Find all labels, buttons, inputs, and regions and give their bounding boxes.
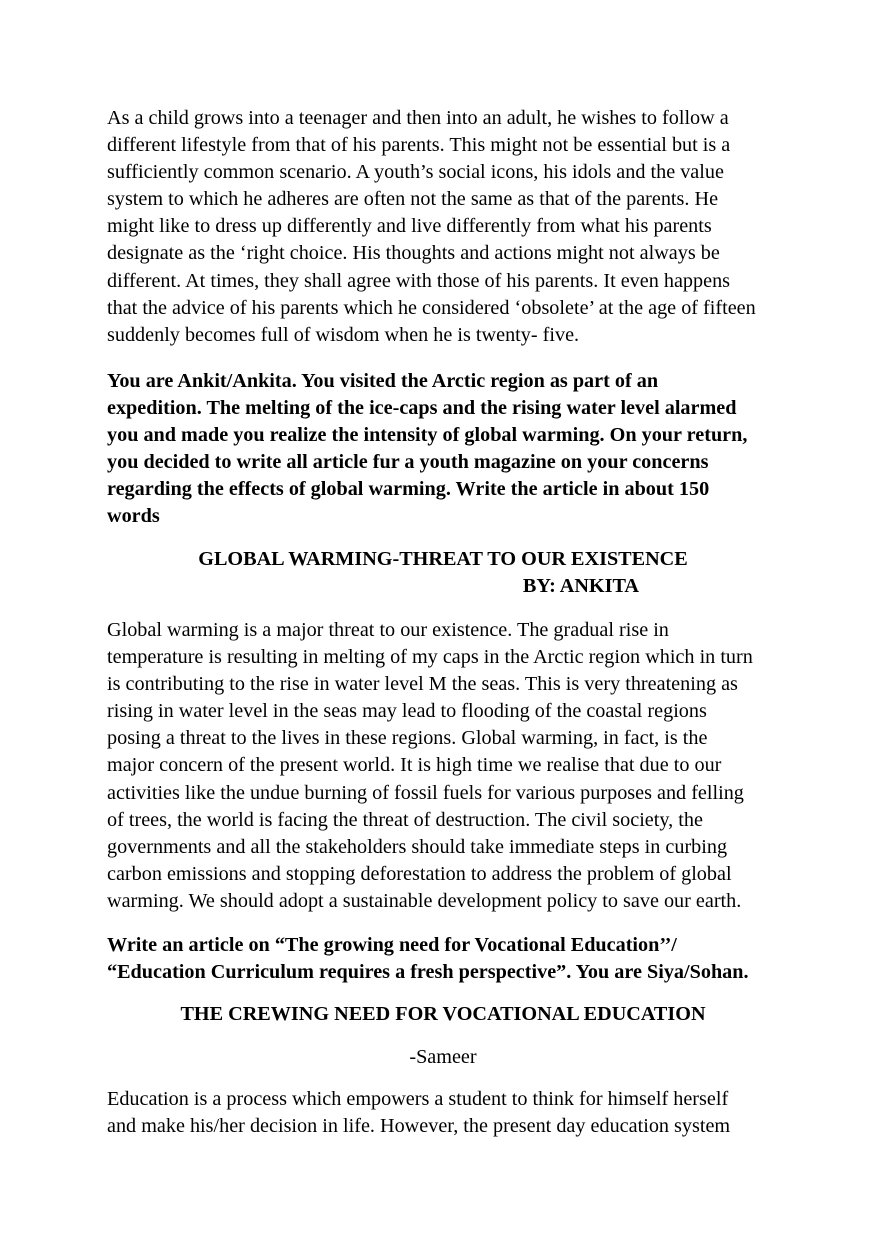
intro-line: that the advice of his parents which he considered ‘obsolete’ at the age of fifteen	[107, 296, 756, 319]
article-byline-ankita: BY: ANKITA	[522, 575, 639, 597]
question-line: You are Ankit/Ankita. You visited the Arctic region as part of an	[107, 370, 659, 392]
intro-line: As a child grows into a teenager and then into an adult, he wishes to follow a	[107, 107, 729, 129]
intro-line: designate as the ‘right choice. His thoughts and actions might not always be	[107, 242, 720, 265]
intro-line: different lifestyle from that of his parents. This might not be essential but is a	[107, 134, 731, 157]
article-line: carbon emissions and stopping deforestation to address the problem of global	[107, 862, 732, 885]
article-byline-sameer: -Sameer	[409, 1046, 477, 1068]
article-title-vocational-education: THE CREWING NEED FOR VOCATIONAL EDUCATION	[180, 1003, 706, 1025]
question-global-warming	[107, 368, 779, 531]
article-line: activities like the undue burning of fossil fuels for various purposes and felling	[107, 781, 744, 804]
question-line: words	[107, 505, 160, 528]
article-line: rising in water level in the seas may lead to flooding of the coastal regions	[107, 700, 707, 723]
question-line: Write an article on “The growing need for Vocational Education’’/	[107, 934, 677, 956]
article-body-vocational-education	[107, 1086, 779, 1140]
intro-line: different. At times, they shall agree with those of his parents. It even happens	[107, 269, 731, 292]
article-line: of trees, the world is facing the threat of destruction. The civil society, the	[107, 808, 703, 831]
intro-line: suddenly becomes full of wisdom when he is twenty- five.	[107, 323, 580, 346]
article-line: Global warming is a major threat to our existence. The gradual rise in	[107, 619, 669, 641]
question-line: you and made you realize the intensity of global warming. On your return,	[107, 424, 748, 447]
article-line: governments and all the stakeholders should take immediate steps in curbing	[107, 835, 728, 858]
intro-line: sufficiently common scenario. A youth’s social icons, his idols and the value	[107, 161, 724, 184]
question-line: you decided to write all article fur a youth magazine on your concerns	[107, 451, 709, 474]
question-line: expedition. The melting of the ice-caps and the rising water level alarmed	[107, 397, 737, 420]
article-line: warming. We should adopt a sustainable development policy to save our earth.	[107, 889, 742, 912]
article-line: major concern of the present world. It is high time we realise that due to our	[107, 754, 722, 777]
article-line: is contributing to the rise in water level M the seas. This is very threatening as	[107, 673, 738, 696]
intro-line: system to which he adheres are often not the same as that of the parents. He	[107, 188, 719, 211]
article-line: and make his/her decision in life. However, the present day education system	[107, 1115, 731, 1138]
intro-line: might like to dress up differently and live differently from what his parents	[107, 215, 712, 238]
article-line: temperature is resulting in melting of my caps in the Arctic region which in turn	[107, 646, 753, 669]
intro-paragraph	[107, 105, 779, 349]
question-vocational-education	[107, 932, 779, 986]
question-line: “Education Curriculum requires a fresh perspective”. You are Siya/Sohan.	[107, 961, 749, 984]
question-line: regarding the effects of global warming. Write the article in about 150	[107, 478, 710, 501]
article-body-global-warming	[107, 617, 779, 915]
article-title-global-warming: GLOBAL WARMING-THREAT TO OUR EXISTENCE	[198, 548, 688, 570]
article-line: posing a threat to the lives in these regions. Global warming, in fact, is the	[107, 727, 708, 750]
article-line: Education is a process which empowers a student to think for himself herself	[107, 1088, 729, 1110]
